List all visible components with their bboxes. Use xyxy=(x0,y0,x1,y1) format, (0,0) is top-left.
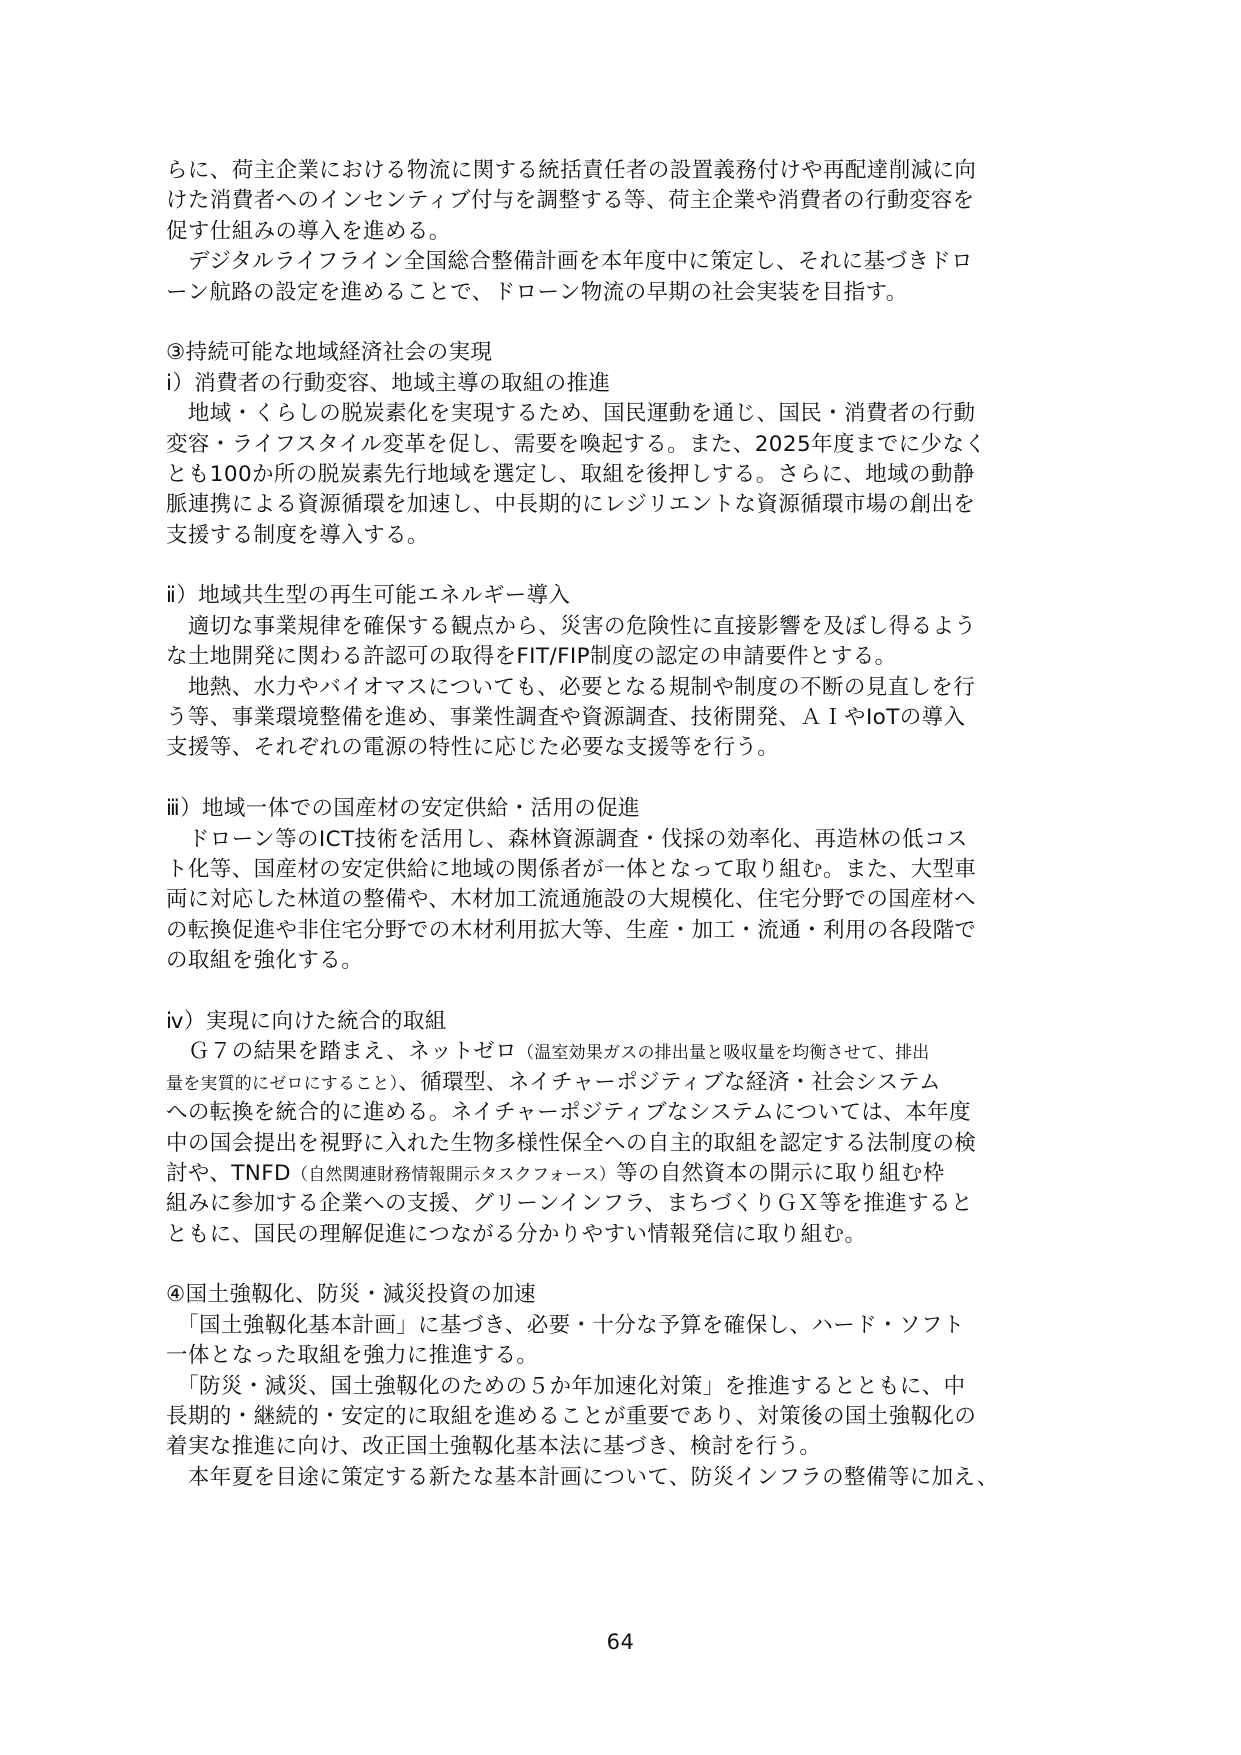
text-line: ト化等、国産材の安定供給に地域の関係者が一体となって取り組む。また、大型車 xyxy=(166,856,977,882)
text-line: 変容・ライフスタイル変革を促し、需要を喚起する。また、2025年度までに少なく xyxy=(166,431,987,457)
text-line: ーン航路の設定を進めることで、ドローン物流の早期の社会実装を目指す。 xyxy=(166,279,908,305)
text-annotation: （温室効果ガスの排出量と吸収量を均衡させて、排出 xyxy=(517,1043,930,1064)
text-line: 「防災・減災、国土強靱化のための５か年加速化対策」を推進するとともに、中 xyxy=(166,1373,966,1399)
text-line-g7-2 xyxy=(166,1068,1106,1098)
text-line: 組みに参加する企業への支援、グリーンインフラ、まちづくりＧＸ等を推進すると xyxy=(166,1191,973,1217)
text-line: の取組を強化する。 xyxy=(166,948,364,974)
blank-line xyxy=(166,1250,1106,1280)
text-line-g7-1 xyxy=(166,1037,1106,1067)
text-line: 地域・くらしの脱炭素化を実現するため、国民運動を通じ、国民・消費者の行動 xyxy=(166,401,976,427)
text-line: 地熱、水力やバイオマスについても、必要となる規制や制度の不断の見直しを行 xyxy=(166,674,976,700)
text-line: な土地開発に関わる許認可の取得をFIT/FIP制度の認定の申請要件とする。 xyxy=(166,644,897,670)
text-line: ⅰ）消費者の行動変容、地域主導の取組の推進 xyxy=(166,370,611,396)
text-annotation: （自然関連財務情報開示タスクフォース） xyxy=(291,1164,617,1185)
text-line-tnfd xyxy=(166,1159,1106,1189)
text-line: 「国土強靱化基本計画」に基づき、必要・十分な予算を確保し、ハード・ソフト xyxy=(166,1312,965,1338)
body-text xyxy=(166,156,1106,1493)
text-line: 適切な事業規律を確保する観点から、災害の危険性に直接影響を及ぼし得るよう xyxy=(166,613,977,639)
text-line: ⅳ）実現に向けた統合的取組 xyxy=(166,1008,447,1034)
page-number: 64 xyxy=(606,1630,635,1654)
text-line: 長期的・継続的・安定的に取組を進めることが重要であり、対策後の国土強靱化の xyxy=(166,1404,977,1430)
text-line: らに、荷主企業における物流に関する統括責任者の設置義務付けや再配達削減に向 xyxy=(166,158,977,183)
text-line: 本年夏を目途に策定する新たな基本計画について、防災インフラの整備等に加え、 xyxy=(166,1464,999,1490)
blank-line xyxy=(166,551,1106,581)
text-line: 支援する制度を導入する。 xyxy=(166,522,429,548)
text-line: 一体となった取組を強力に推進する。 xyxy=(166,1343,539,1369)
text-line: ⅲ）地域一体での国産材の安定供給・活用の促進 xyxy=(166,796,641,822)
text-line: の転換促進や非住宅分野での木材利用拡大等、生産・加工・流通・利用の各段階で xyxy=(166,917,977,943)
text-line: けた消費者へのインセンティブ付与を調整する等、荷主企業や消費者の行動変容を xyxy=(166,188,975,214)
text-main: Ｇ７の結果を踏まえ、ネットゼロ xyxy=(166,1039,518,1065)
text-line: ③持続可能な地域経済社会の実現 xyxy=(166,340,493,366)
text-main: 、循環型、ネイチャーポジティブな経済・社会システム xyxy=(398,1069,941,1095)
text-line: 脈連携による資源循環を加速し、中長期的にレジリエントな資源循環市場の創出を xyxy=(166,492,976,518)
text-line: ともに、国民の理解促進につながる分かりやすい情報発信に取り組む。 xyxy=(166,1221,867,1247)
paragraph-block-a xyxy=(166,156,1106,1037)
text-line: 中の国会提出を視野に入れた生物多様性保全への自主的取組を認定する法制度の検 xyxy=(166,1130,977,1156)
text-main: 討や、TNFD xyxy=(166,1160,292,1186)
text-line: 両に対応した林道の整備や、木材加工流通施設の大規模化、住宅分野での国産材へ xyxy=(166,887,976,913)
text-line: への転換を統合的に進める。ネイチャーポジティブなシステムについては、本年度 xyxy=(166,1100,971,1126)
text-line: とも100か所の脱炭素先行地域を選定し、取組を後押しする。さらに、地域の動静 xyxy=(166,461,975,487)
paragraph-block-c xyxy=(166,1189,1106,1493)
blank-line xyxy=(166,977,1106,1007)
paragraph-block-b xyxy=(166,1098,1106,1159)
text-line: ドローン等のICT技術を活用し、森林資源調査・伐採の効率化、再造林の低コス xyxy=(166,826,968,852)
text-line: う等、事業環境整備を進め、事業性調査や資源調査、技術開発、ＡＩやIoTの導入 xyxy=(166,705,966,731)
text-annotation: 量を実質的にゼロにすること） xyxy=(166,1073,399,1094)
text-line: デジタルライフライン全国総合整備計画を本年度中に策定し、それに基づきドロ xyxy=(166,249,974,275)
text-line: 着実な推進に向け、改正国土強靱化基本法に基づき、検討を行う。 xyxy=(166,1434,822,1460)
text-line: ⅱ）地域共生型の再生可能エネルギー導入 xyxy=(166,583,571,609)
text-line: ④国土強靱化、防災・減災投資の加速 xyxy=(166,1282,537,1308)
text-line: 促す仕組みの導入を進める。 xyxy=(166,218,451,244)
text-line: 支援等、それぞれの電源の特性に応じた必要な支援等を行う。 xyxy=(166,735,780,761)
text-main: 等の自然資本の開示に取り組む枠 xyxy=(616,1160,945,1186)
blank-line xyxy=(166,764,1106,794)
blank-line xyxy=(166,308,1106,338)
